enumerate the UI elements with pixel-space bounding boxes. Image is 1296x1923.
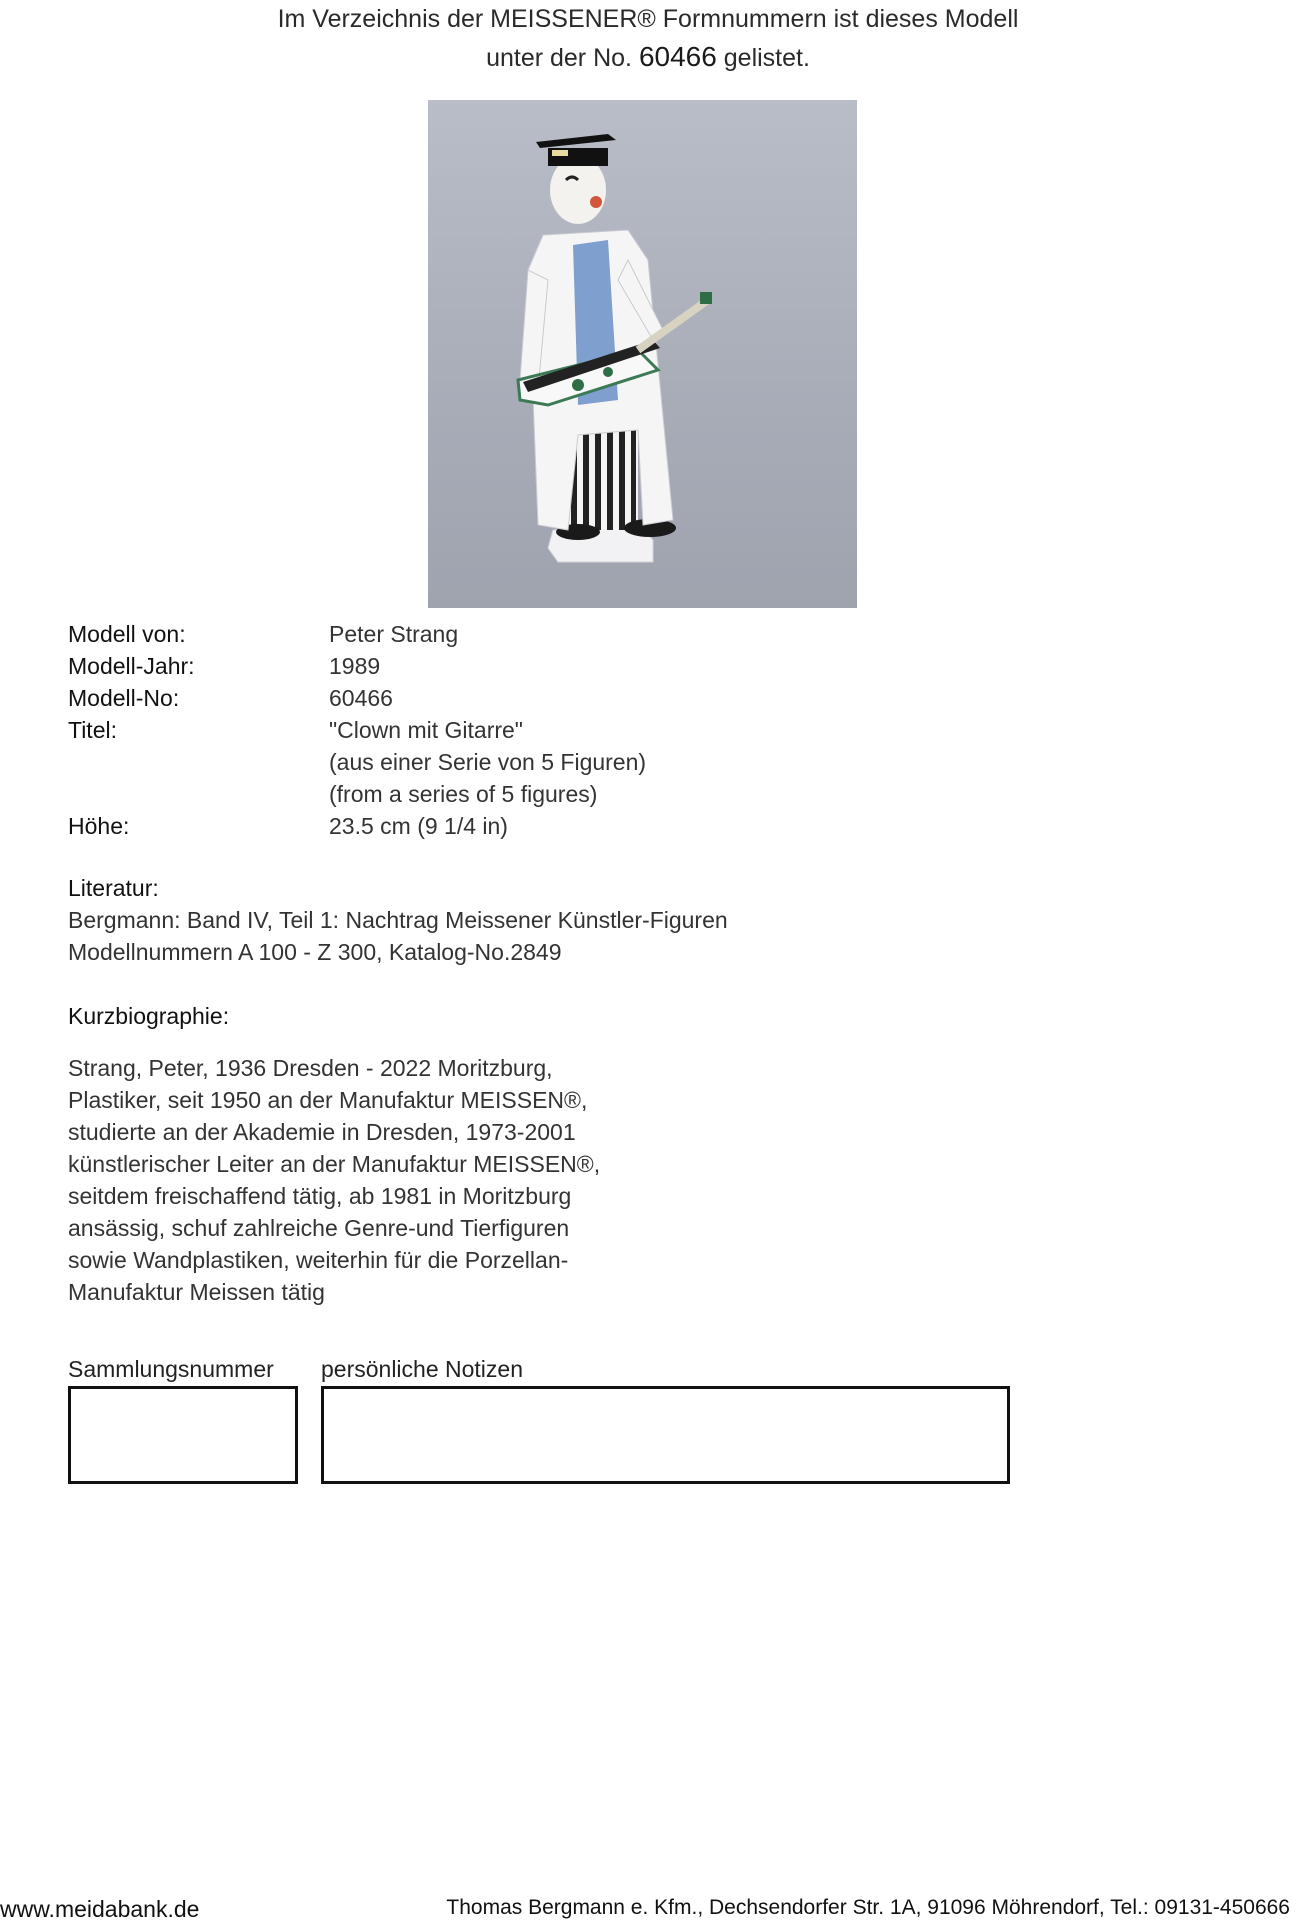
header-line-1: Im Verzeichnis der MEISSENER® Formnummern ist dieses Modell	[277, 5, 1019, 33]
literature-line-1: Bergmann: Band IV, Teil 1: Nachtrag Meissener Künstler-Figuren	[68, 907, 728, 933]
detail-value: 1989	[329, 653, 381, 679]
collection-number-label: Sammlungsnummer	[68, 1356, 274, 1382]
detail-key: Titel:	[68, 717, 117, 743]
figurine-photo	[428, 100, 857, 608]
detail-row	[68, 714, 646, 746]
detail-value: (aus einer Serie von 5 Figuren)	[329, 749, 647, 775]
header-line-2	[0, 38, 1296, 77]
collection-number-box[interactable]	[68, 1386, 298, 1484]
detail-value: Peter Strang	[329, 621, 459, 647]
literature-section	[68, 872, 728, 968]
bio-line: Manufaktur Meissen tätig	[68, 1279, 325, 1305]
detail-row	[68, 810, 646, 842]
detail-key	[68, 778, 329, 810]
detail-value: (from a series of 5 figures)	[329, 781, 598, 807]
detail-key: Höhe:	[68, 813, 130, 839]
bio-line: Plastiker, seit 1950 an der Manufaktur MEISSEN®,	[68, 1087, 588, 1113]
model-details	[68, 618, 646, 842]
personal-notes-label: persönliche Notizen	[321, 1356, 524, 1382]
detail-value: 23.5 cm (9 1/4 in)	[329, 813, 508, 839]
bio-line: Strang, Peter, 1936 Dresden - 2022 Moritzburg,	[68, 1055, 553, 1081]
literature-line-2: Modellnummern A 100 - Z 300, Katalog-No.2849	[68, 939, 562, 965]
header-line-2-post: gelistet.	[723, 44, 810, 72]
detail-row	[68, 746, 646, 778]
bio-line: künstlerischer Leiter an der Manufaktur MEISSEN®,	[68, 1151, 601, 1177]
detail-key: Modell-No:	[68, 685, 180, 711]
detail-row	[68, 618, 646, 650]
bio-line: sowie Wandplastiken, weiterhin für die Porzellan-	[68, 1247, 569, 1273]
detail-row	[68, 778, 646, 810]
website-link[interactable]: www.meidabank.de	[0, 1896, 200, 1922]
header	[0, 0, 1296, 77]
trousers	[568, 430, 638, 530]
detail-row	[68, 650, 646, 682]
detail-key	[68, 746, 329, 778]
clown-figurine-image	[428, 100, 857, 608]
bio-line: seitdem freischaffend tätig, ab 1981 in Moritzburg	[68, 1183, 572, 1209]
biography-text	[68, 1052, 688, 1308]
personal-notes-box[interactable]	[321, 1386, 1010, 1484]
header-line-2-pre: unter der No.	[486, 44, 632, 72]
detail-row	[68, 682, 646, 714]
detail-key: Modell von:	[68, 621, 186, 647]
detail-value: "Clown mit Gitarre"	[329, 717, 523, 743]
bio-line: ansässig, schuf zahlreiche Genre-und Tierfiguren	[68, 1215, 570, 1241]
model-number-highlight: 60466	[638, 41, 717, 72]
detail-key: Modell-Jahr:	[68, 653, 195, 679]
bio-line: studierte an der Akademie in Dresden, 1973-2001	[68, 1119, 576, 1145]
company-address: Thomas Bergmann e. Kfm., Dechsendorfer Str. 1A, 91096 Möhrendorf, Tel.: 09131-450666	[446, 1896, 1290, 1919]
detail-value: 60466	[329, 685, 393, 711]
biography-label: Kurzbiographie:	[68, 1003, 230, 1029]
literature-label: Literatur:	[68, 875, 159, 901]
